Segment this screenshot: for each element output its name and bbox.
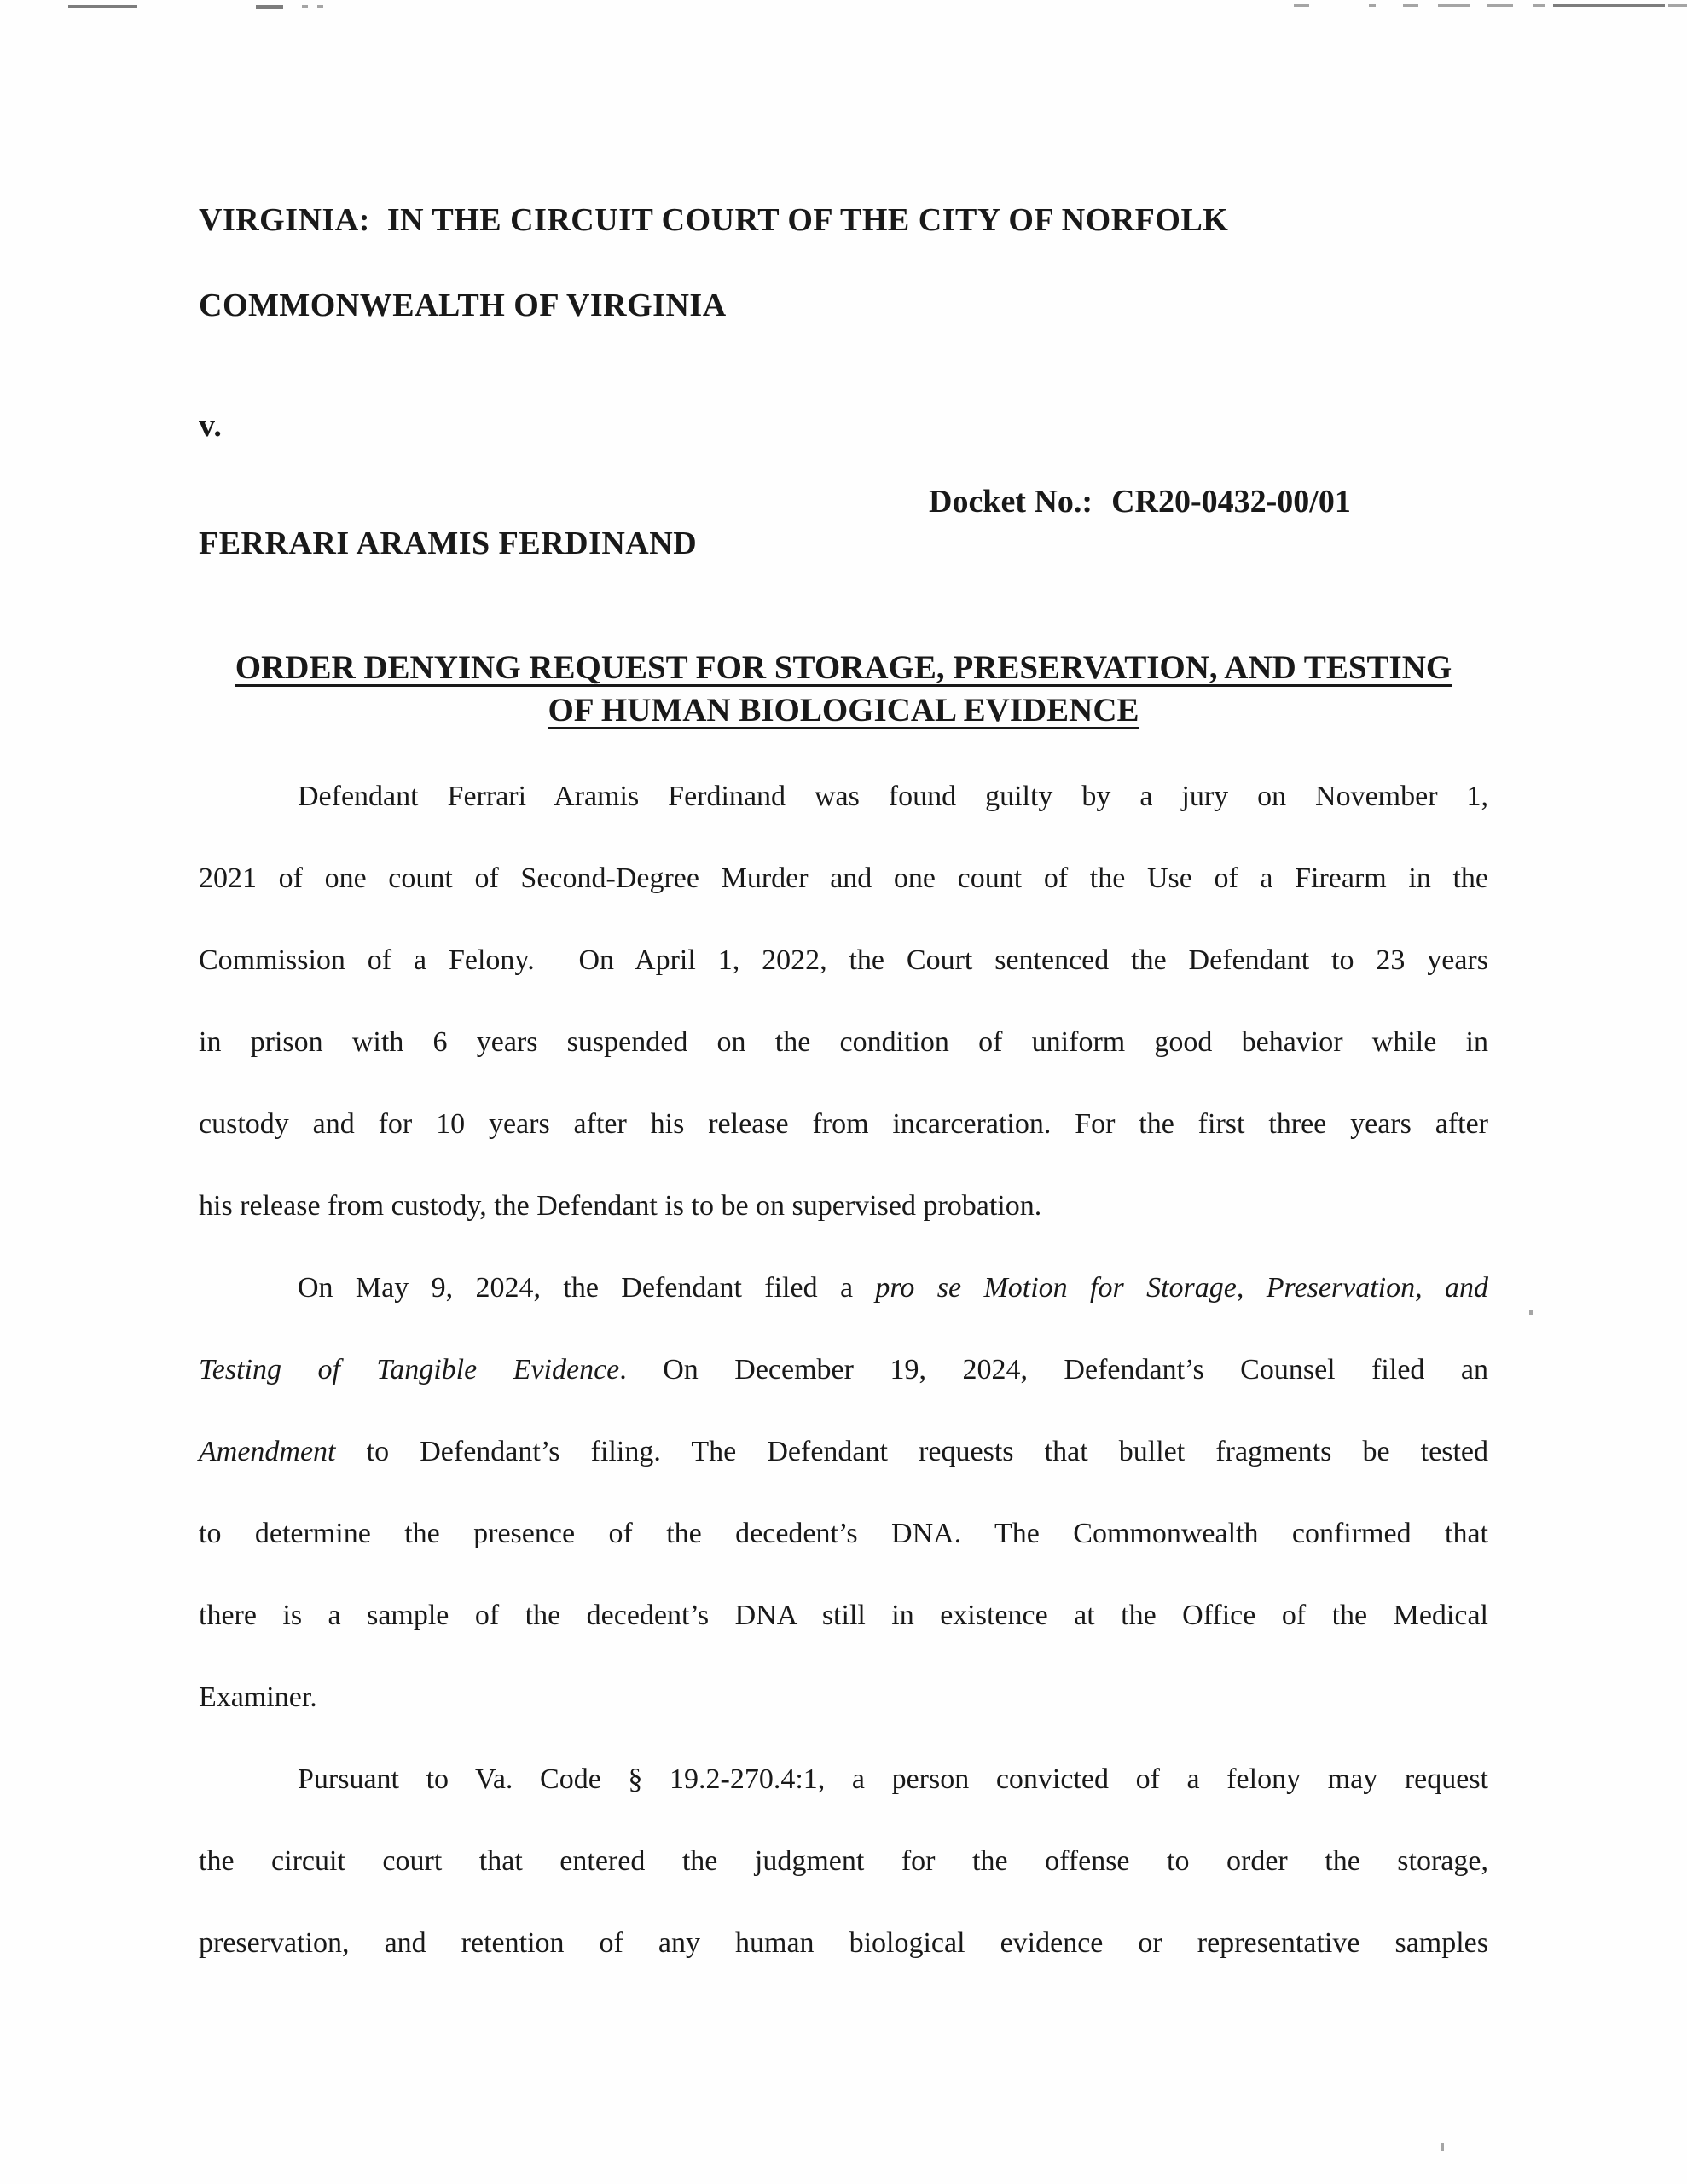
paragraph-2-italic-text: Amendment	[199, 1436, 336, 1467]
paragraph-2-line: to determine the presence of the decedent’s DNA. The Commonwealth confirmed that	[199, 1518, 1488, 1549]
paragraph-1-line: 2021 of one count of Second-Degree Murder and one count of the Use of a Firearm in the	[199, 863, 1488, 894]
scan-artifact	[1441, 2143, 1444, 2151]
paragraph-2-line	[199, 1247, 1488, 1329]
scan-artifact	[1553, 4, 1665, 7]
scan-artifact	[1668, 4, 1687, 7]
scan-artifact	[68, 5, 137, 8]
order-title-line-2: OF HUMAN BIOLOGICAL EVIDENCE	[548, 692, 1139, 729]
paragraph-2-text: On May 9, 2024, the Defendant filed a	[298, 1272, 876, 1304]
paragraph-1-line: custody and for 10 years after his release from incarceration. For the first three years after	[199, 1108, 1488, 1140]
paragraph-3-line: Pursuant to Va. Code § 19.2-270.4:1, a person convicted of a felony may request	[298, 1763, 1488, 1795]
court-caption: VIRGINIA: IN THE CIRCUIT COURT OF THE CITY OF NORFOLK	[199, 202, 1229, 238]
paragraph-1-line: Commission of a Felony. On April 1, 2022, the Court sentenced the Defendant to 23 years	[199, 944, 1488, 976]
docket-label: Docket No.:	[929, 484, 1093, 520]
scan-artifact	[317, 5, 323, 8]
scan-artifact	[1403, 4, 1418, 7]
paragraph-2-text: to Defendant’s filing. The Defendant requests that bullet fragments be tested	[335, 1436, 1488, 1467]
paragraph-2-italic-text: pro se Motion for Storage, Preservation, and	[875, 1272, 1488, 1304]
defendant-name: FERRARI ARAMIS FERDINAND	[199, 526, 698, 561]
docket-number: CR20-0432-00/01	[1111, 484, 1351, 520]
scan-artifact	[1294, 4, 1309, 7]
scan-artifact	[1487, 4, 1513, 7]
docket-line	[896, 453, 1351, 550]
scan-artifact	[1438, 4, 1470, 7]
paragraph-1-line: in prison with 6 years suspended on the condition of uniform good behavior while in	[199, 1026, 1488, 1058]
paragraph-2-line: Examiner.	[199, 1682, 317, 1713]
scan-artifact	[1533, 4, 1545, 7]
paragraph-1-line: his release from custody, the Defendant is to be on supervised probation.	[199, 1190, 1042, 1222]
order-title-line-1: ORDER DENYING REQUEST FOR STORAGE, PRESERVATION, AND TESTING	[235, 649, 1452, 686]
plaintiff-name: COMMONWEALTH OF VIRGINIA	[199, 288, 727, 323]
scan-artifact	[256, 5, 283, 9]
scan-artifact	[1529, 1310, 1533, 1315]
paragraph-3-line: preservation, and retention of any human biological evidence or representative samples	[199, 1927, 1488, 1959]
paragraph-2-text: . On December 19, 2024, Defendant’s Counsel filed an	[619, 1354, 1488, 1385]
order-body	[199, 756, 1488, 1984]
scan-artifact	[302, 5, 308, 8]
paragraph-2-line	[199, 1411, 1488, 1493]
order-title	[199, 647, 1488, 732]
scan-artifact	[1369, 4, 1376, 7]
paragraph-1-line: Defendant Ferrari Aramis Ferdinand was found guilty by a jury on November 1,	[298, 781, 1488, 812]
paragraph-2-line: there is a sample of the decedent’s DNA still in existence at the Office of the Medical	[199, 1600, 1488, 1631]
paragraph-2-italic-text: Testing of Tangible Evidence	[199, 1354, 620, 1385]
paragraph-3-line: the circuit court that entered the judgment for the offense to order the storage,	[199, 1845, 1488, 1877]
paragraph-2-line	[199, 1329, 1488, 1411]
versus-abbreviation: v.	[199, 408, 223, 444]
